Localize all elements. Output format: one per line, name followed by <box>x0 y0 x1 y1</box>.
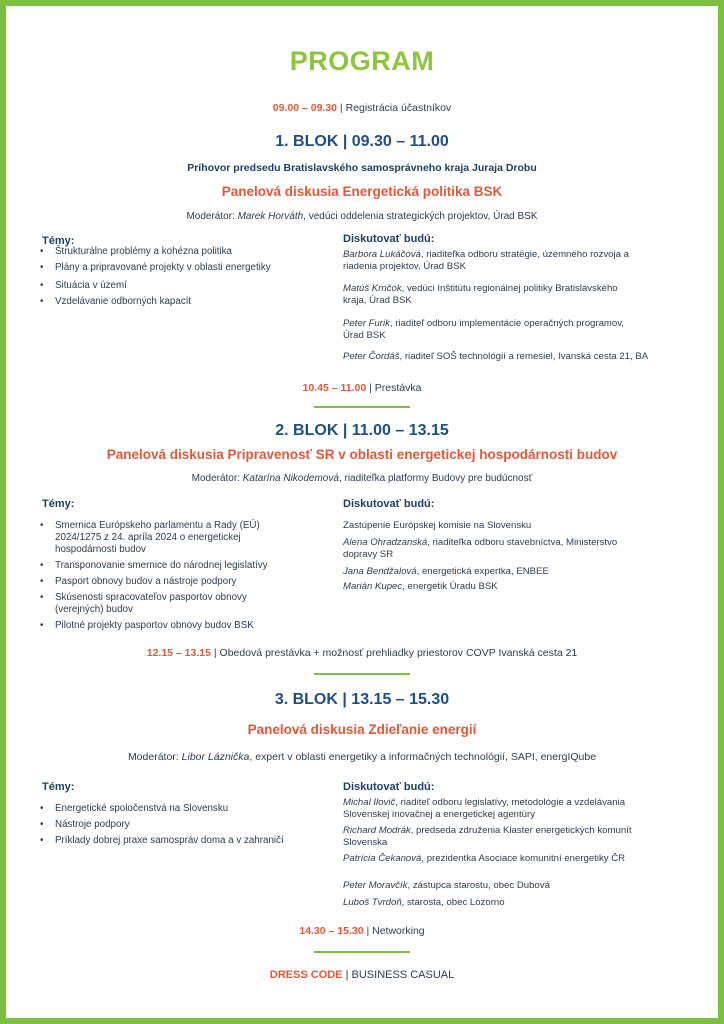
topic-item: • Pilotné projekty pasportov obnovy budov BSK <box>38 620 288 632</box>
topic-item: • Smernica Európskeho parlamentu a Rady (EÚ) 2024/1275 z 24. apríla 2024 o energetickej hospodárnosti budov <box>38 520 288 556</box>
block2-moderator <box>6 473 718 484</box>
speaker-role: Zastúpenie Európskej komisie na Slovensku <box>343 520 532 531</box>
separator: | <box>363 925 373 937</box>
moderator-name: Marek Horváth <box>237 211 304 222</box>
speaker-name: Michal Ilovič <box>343 797 396 808</box>
block2-panel-title: Panelová diskusia Pripravenosť SR v oblasti energetickej hospodárnosti budov <box>106 447 618 462</box>
speaker-name: Luboš Tvrdoň <box>343 897 402 908</box>
break1-text: Prestávka <box>374 382 422 394</box>
speaker-name: Barbora Lukáčová <box>343 249 421 260</box>
block3-heading: 3. BLOK | 13.15 – 15.30 <box>274 691 450 708</box>
divider <box>314 406 410 408</box>
block1-speakers-label: Diskutovať budú: <box>343 233 435 245</box>
moderator-prefix: Moderátor: <box>186 211 238 222</box>
speaker-role: , zástupca starostu, obec Dubová <box>407 880 550 891</box>
block2-topics-label: Témy: <box>42 498 75 510</box>
speaker-role: , energetik Úradu BSK <box>402 581 498 592</box>
speaker-name: Peter Čordáš <box>343 351 400 362</box>
speaker-entry <box>343 249 643 272</box>
speaker-name: Richard Modrák <box>343 825 411 836</box>
moderator-name: Katarína Nikodemová <box>242 473 339 484</box>
speaker-entry <box>343 897 643 909</box>
speaker-name: Matúš Krnčok <box>343 283 402 294</box>
speaker-role: , riaditeľka odboru stratégie, územného rozvoja a riadenia projektov, Úrad BSK <box>343 249 629 272</box>
block3-moderator <box>6 751 718 763</box>
block3-topics-label: Témy: <box>42 781 75 793</box>
dress-code-line <box>6 969 718 981</box>
speaker-entry <box>343 351 703 363</box>
divider <box>314 673 410 675</box>
separator: | <box>210 647 220 659</box>
topic-item: • Skúsenosti spracovateľov pasportov obnovy (verejných) budov <box>38 592 288 616</box>
networking-line <box>6 925 718 937</box>
block1-panel-title: Panelová diskusia Energetická politika BSK <box>221 184 503 199</box>
topic-item: • Energetické spoločenstvá na Slovensku <box>38 803 338 815</box>
block1-welcome: Príhovor predsedu Bratislavského samosprávneho kraja Juraja Drobu <box>187 162 537 174</box>
speaker-entry <box>343 581 643 593</box>
speaker-role: , riaditeľ odboru implementácie operačných programov, Úrad BSK <box>343 318 624 341</box>
speaker-entry <box>343 797 643 820</box>
topic-item: • Štrukturálne problémy a kohézna politika <box>38 246 328 258</box>
block2-topics-list <box>38 520 288 632</box>
lunch-time: 12.15 – 13.15 <box>146 647 211 659</box>
speaker-role: , riaditeľ odboru legislatívy, metodológie a vzdelávania Slovenskej inovačnej a energetickej agentúry <box>343 797 626 820</box>
dress-code-value: BUSINESS CASUAL <box>351 969 455 981</box>
speaker-role: , energetická expertka, ENBEE <box>416 566 549 577</box>
speaker-entry <box>343 537 643 560</box>
speaker-role: , riaditeľka odboru stavebníctva, Ministerstvo dopravy SR <box>343 537 618 560</box>
lunch-text: Obedová prestávka + možnosť prehliadky priestorov COVP Ivanská cesta 21 <box>219 647 578 659</box>
speaker-entry <box>343 880 643 892</box>
speaker-role: , predseda združenia Klaster energetických komunít Slovenska <box>343 825 632 848</box>
speaker-role: , riaditeľ SOŠ technológií a remesiel, Ivanská cesta 21, BA <box>399 351 649 362</box>
speaker-name: Marián Kupec <box>343 581 403 592</box>
block1-topics-label: Témy: <box>42 235 75 247</box>
moderator-prefix: Moderátor: <box>127 751 182 763</box>
block3-panel-title: Panelová diskusia Zdieľanie energií <box>247 722 477 737</box>
speaker-entry <box>343 566 643 578</box>
speaker-name: Peter Moravčík <box>343 880 408 891</box>
block3-topics-list <box>38 803 338 847</box>
speaker-role: , starosta, obec Lozorno <box>401 897 505 908</box>
topic-item: • Transponovanie smernice do národnej legislatívy <box>38 560 288 572</box>
moderator-prefix: Moderátor: <box>191 473 243 484</box>
break1-line <box>6 382 718 394</box>
topic-item: • Pasport obnovy budov a nástroje podpory <box>38 576 288 588</box>
speaker-name: Patrícia Čekanová <box>343 853 422 864</box>
speaker-entry <box>343 283 643 306</box>
separator: | <box>366 382 375 394</box>
networking-text: Networking <box>372 925 425 937</box>
block2-speakers-label: Diskutovať budú: <box>343 498 435 510</box>
speaker-role: , prezidentka Asociace komunitní energetiky ČR <box>421 853 626 864</box>
registration-line <box>6 102 718 114</box>
moderator-role: , vedúci oddelenia strategických projektov, Úrad BSK <box>303 211 538 222</box>
moderator-role: , expert v oblasti energetiky a informačných technológií, SAPI, energIQube <box>249 751 597 763</box>
block3-speakers-label: Diskutovať budú: <box>343 781 435 793</box>
program-page <box>6 6 718 1018</box>
speaker-role: , vedúci Inštitútu regionálnej politiky Bratislavského kraja, Úrad BSK <box>343 283 618 306</box>
block1-topics-list <box>38 246 328 308</box>
speaker-entry <box>343 853 643 865</box>
dress-code-label: DRESS CODE <box>269 969 343 981</box>
topic-item: • Vzdelávanie odborných kapacít <box>38 296 328 308</box>
separator: | <box>337 102 346 114</box>
block1-moderator <box>6 211 718 222</box>
moderator-role: , riaditeľka platformy Budovy pre budúcnosť <box>338 473 533 484</box>
block1-heading: 1. BLOK | 09.30 – 11.00 <box>275 133 449 150</box>
speaker-name: Peter Furik <box>343 318 390 329</box>
speaker-entry <box>343 520 643 532</box>
topic-item: • Plány a pripravované projekty v oblasti energetiky <box>38 262 328 274</box>
speaker-entry <box>343 318 643 341</box>
lunch-line <box>6 647 718 659</box>
speaker-entry <box>343 825 643 848</box>
registration-time: 09.00 – 09.30 <box>272 102 338 114</box>
page-title: PROGRAM <box>289 46 435 76</box>
topic-item: • Situácia v území <box>38 280 328 292</box>
topic-item: • Príklady dobrej praxe samospráv doma a v zahraničí <box>38 835 338 847</box>
divider <box>314 951 410 953</box>
registration-text: Registrácia účastníkov <box>345 102 452 114</box>
moderator-name: Libor Láznička <box>181 751 250 763</box>
networking-time: 14.30 – 15.30 <box>299 925 364 937</box>
topic-item: • Nástroje podpory <box>38 819 338 831</box>
break1-time: 10.45 – 11.00 <box>302 382 367 394</box>
speaker-name: Jana Bendžalová <box>343 566 417 577</box>
block2-heading: 2. BLOK | 11.00 – 13.15 <box>275 422 449 439</box>
separator: | <box>342 969 352 981</box>
speaker-name: Alena Ohradzanská <box>343 537 428 548</box>
